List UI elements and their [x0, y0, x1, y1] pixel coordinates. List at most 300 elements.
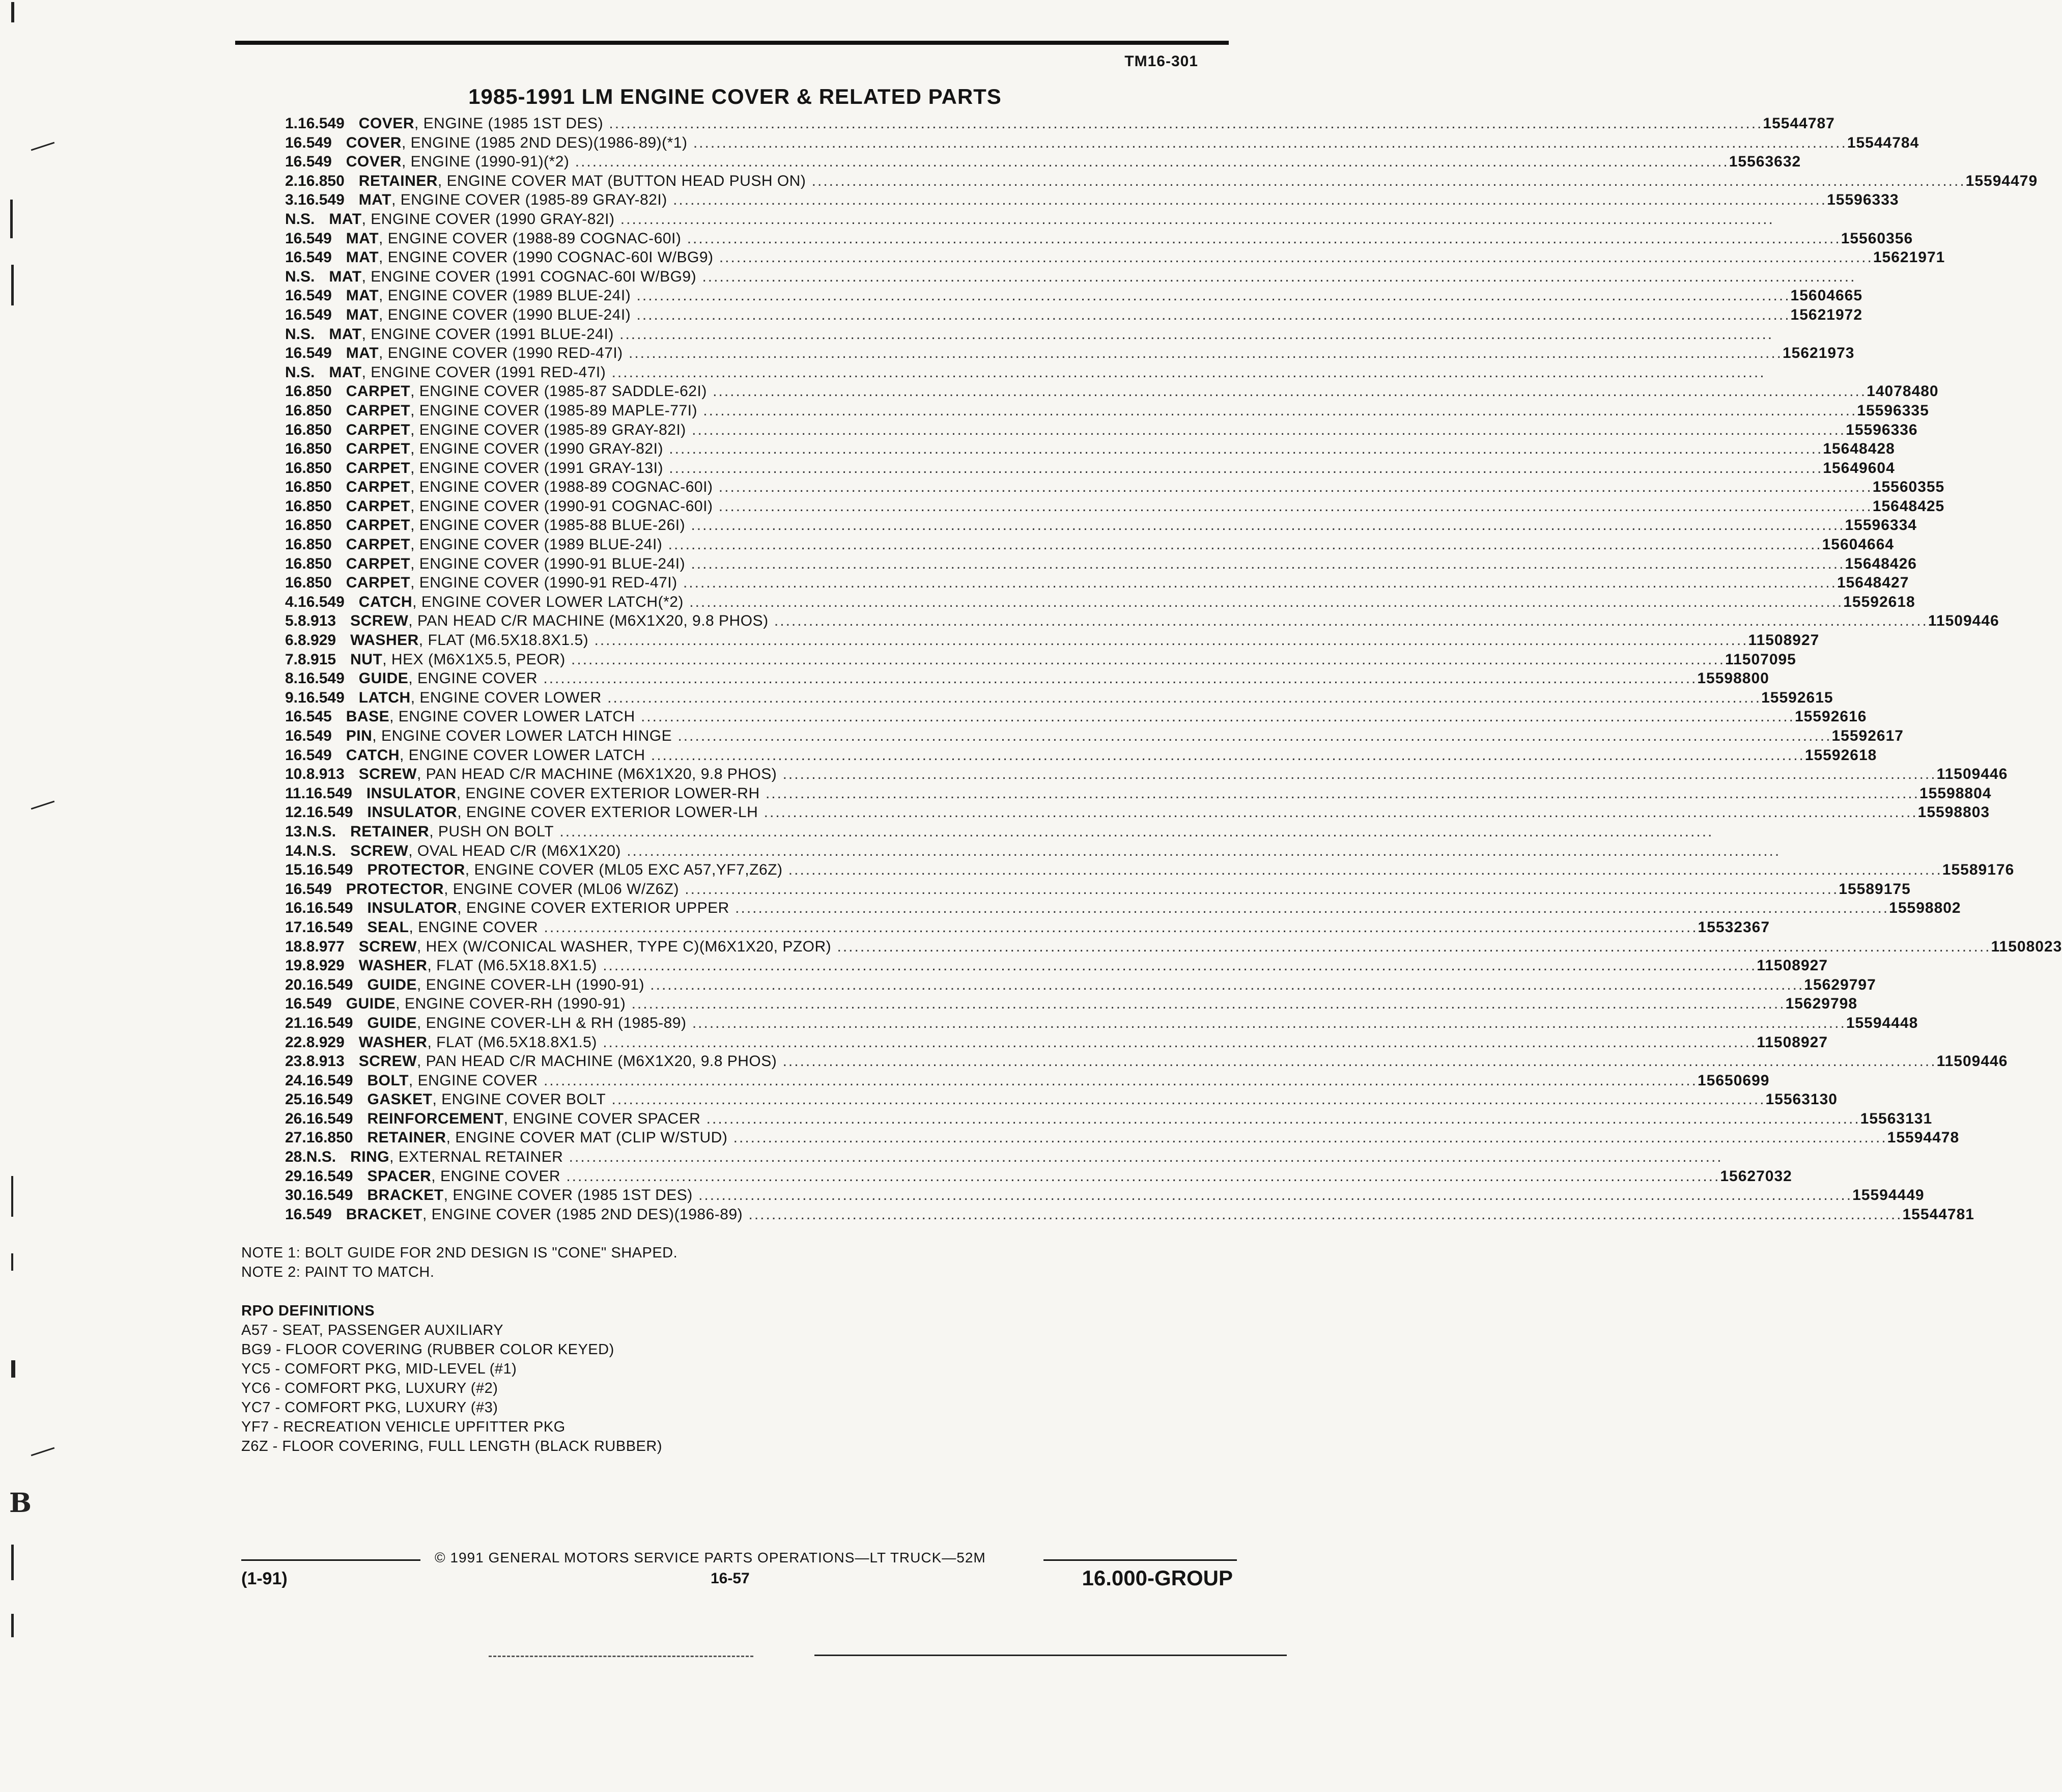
part-detail: , ENGINE COVER (1990-91 RED-47I): [410, 574, 677, 592]
part-description: [346, 517, 1845, 534]
dot-leader: ........................................................................................................................................................................................................: [713, 249, 1873, 266]
part-name: BASE: [346, 708, 390, 725]
part-name: WASHER: [350, 632, 419, 649]
parts-row: [285, 823, 1714, 843]
part-number: 15596335: [1857, 402, 1929, 419]
ref-number: 1.: [285, 115, 298, 132]
parts-row: [285, 708, 1867, 727]
rpo-title: RPO DEFINITIONS: [241, 1303, 375, 1319]
part-description: [367, 1129, 1887, 1146]
part-name: CARPET: [346, 555, 411, 572]
part-description: [359, 594, 1843, 611]
dot-leader: ........................................................................................................................................................................................................: [697, 402, 1857, 419]
part-name: MAT: [358, 191, 392, 209]
dot-leader: ........................................................................................................................................................................................................: [663, 459, 1823, 477]
group-number: 16.549: [306, 1014, 353, 1031]
group-number: 16.549: [285, 880, 332, 898]
part-description: [346, 422, 1846, 439]
parts-row: [285, 191, 1899, 211]
ref-number: 25.: [285, 1091, 306, 1108]
part-description: [346, 747, 1805, 764]
part-description: [367, 1015, 1846, 1032]
group-number: 16.549: [306, 1110, 353, 1127]
part-number: 15596334: [1845, 517, 1917, 534]
part-number: 15650699: [1697, 1072, 1770, 1089]
parts-row: [285, 268, 1856, 288]
part-name: MAT: [329, 268, 362, 285]
part-description: [350, 632, 1748, 649]
parts-row: [285, 1072, 1770, 1091]
parts-row: [285, 555, 1917, 575]
dot-leader: ........................................................................................................................................................................................................: [685, 555, 1845, 572]
part-name: COVER: [358, 115, 414, 132]
dot-leader: ........................................................................................................................................................................................................: [768, 612, 1928, 630]
group-number: 16.549: [306, 804, 353, 821]
part-name: SCREW: [350, 842, 409, 859]
dot-leader: ........................................................................................................................................................................................................: [620, 842, 1781, 859]
ref-number: 27.: [285, 1129, 306, 1146]
part-detail: , ENGINE (1985 1ST DES): [414, 115, 604, 132]
group-number: 16.549: [298, 689, 345, 706]
part-detail: , ENGINE COVER (1990-91 BLUE-24I): [410, 555, 686, 572]
dot-leader: ........................................................................................................................................................................................................: [597, 957, 1757, 974]
ref-number: 22.: [285, 1033, 306, 1051]
dot-leader: ........................................................................................................................................................................................................: [606, 1091, 1766, 1108]
part-name: RETAINER: [358, 172, 438, 189]
part-number: 15604664: [1822, 536, 1895, 553]
dot-leader: ........................................................................................................................................................................................................: [806, 172, 1966, 189]
part-name: SCREW: [358, 938, 417, 955]
group-number: 16.549: [298, 191, 345, 209]
parts-row: [285, 727, 1904, 747]
part-number: 15594449: [1852, 1187, 1925, 1204]
dot-leader: ........................................................................................................................................................................................................: [538, 918, 1698, 936]
dot-leader: ........................................................................................................................................................................................................: [626, 995, 1786, 1013]
parts-row: [285, 976, 1876, 996]
group-number: N.S.: [306, 842, 336, 859]
part-number: 15544781: [1902, 1206, 1974, 1223]
part-description: [346, 287, 1791, 304]
part-number: 15563131: [1860, 1110, 1933, 1127]
part-name: COVER: [346, 134, 402, 151]
part-description: [350, 823, 1713, 841]
parts-row: [285, 115, 1835, 134]
parts-row: [285, 880, 1911, 900]
part-name: WASHER: [358, 1033, 428, 1051]
part-description: [346, 498, 1873, 515]
dot-leader: ........................................................................................................................................................................................................: [777, 766, 1937, 783]
group-number: 16.549: [285, 249, 332, 266]
rpo-list: [241, 1321, 662, 1456]
copyright-text: © 1991 GENERAL MOTORS SERVICE PARTS OPERATIONS—LT TRUCK—52M: [435, 1550, 986, 1565]
part-detail: , ENGINE COVER EXTERIOR LOWER-LH: [457, 804, 758, 821]
group-number: 8.915: [298, 651, 336, 668]
margin-letter-b: B: [9, 1488, 32, 1519]
part-description: [346, 134, 1847, 152]
part-number: 11507095: [1725, 651, 1796, 668]
group-number: 8.929: [298, 632, 336, 649]
part-description: [329, 326, 1773, 343]
parts-row: [285, 345, 1855, 364]
part-description: [350, 612, 1928, 630]
part-detail: , ENGINE COVER (1991 GRAY-13I): [410, 459, 663, 477]
part-description: [329, 364, 1765, 381]
group-number: 16.549: [285, 134, 332, 151]
part-name: PROTECTOR: [346, 880, 444, 898]
dot-leader: ........................................................................................................................................................................................................: [644, 976, 1804, 993]
part-description: [367, 919, 1698, 936]
parts-row: [285, 402, 1929, 422]
dot-leader: ........................................................................................................................................................................................................: [687, 134, 1847, 151]
group-number: 16.549: [285, 1206, 332, 1223]
dot-leader: ........................................................................................................................................................................................................: [713, 479, 1873, 496]
parts-row: [285, 1091, 1838, 1110]
parts-row: [285, 479, 1945, 498]
parts-row: [285, 421, 1918, 441]
dot-leader: ........................................................................................................................................................................................................: [692, 1187, 1853, 1204]
parts-row: [285, 536, 1895, 555]
part-number: 15592616: [1794, 708, 1867, 725]
ref-number: 3.: [285, 191, 298, 209]
part-detail: , ENGINE COVER (ML06 W/Z6Z): [444, 880, 679, 898]
part-description: [346, 249, 1873, 266]
dot-leader: ........................................................................................................................................................................................................: [681, 230, 1841, 247]
part-number: 11508927: [1748, 632, 1820, 649]
part-description: [350, 843, 1781, 860]
part-name: WASHER: [358, 957, 428, 974]
group-number: 16.850: [285, 421, 332, 438]
parts-row: [285, 918, 1770, 938]
group-number: 16.549: [298, 115, 345, 132]
part-detail: , ENGINE COVER (1990 GRAY-82I): [410, 440, 663, 458]
part-number: 15629797: [1804, 976, 1876, 993]
group-number: N.S.: [306, 1149, 336, 1166]
part-description: [367, 861, 1942, 879]
part-name: MAT: [329, 325, 362, 343]
ref-number: 5.: [285, 612, 298, 630]
dot-leader: ........................................................................................................................................................................................................: [729, 900, 1889, 917]
part-description: [346, 306, 1791, 324]
ref-number: 14.: [285, 842, 306, 859]
part-name: CARPET: [346, 497, 411, 515]
group-number: 16.850: [306, 1129, 353, 1146]
part-name: CATCH: [358, 593, 413, 610]
parts-row: [285, 689, 1833, 709]
group-number: 16.549: [306, 1091, 353, 1108]
part-name: MAT: [346, 345, 379, 362]
group-number: 16.850: [285, 497, 332, 515]
dot-leader: ........................................................................................................................................................................................................: [631, 287, 1791, 304]
ref-number: 10.: [285, 766, 306, 783]
group-number: N.S.: [285, 268, 315, 285]
group-number: 16.549: [285, 287, 332, 304]
parts-row: [285, 1187, 1925, 1206]
group-number: 16.549: [306, 1072, 353, 1089]
parts-row: [285, 938, 2062, 958]
part-number: 11509446: [1936, 1053, 2008, 1070]
part-number: 15598800: [1697, 670, 1769, 687]
margin-tick: [11, 265, 14, 305]
dot-leader: ........................................................................................................................................................................................................: [631, 306, 1791, 323]
parts-row: [285, 900, 1961, 919]
part-name: MAT: [346, 287, 379, 304]
parts-row: [285, 785, 1992, 804]
part-detail: , ENGINE COVER (ML05 EXC A57,YF7,Z6Z): [465, 861, 783, 879]
group-number: 16.549: [285, 746, 332, 764]
part-description: [359, 938, 1991, 956]
group-number: 16.549: [285, 306, 332, 323]
dot-leader: ........................................................................................................................................................................................................: [663, 440, 1823, 458]
part-number: 15594448: [1846, 1014, 1918, 1031]
dot-leader: ........................................................................................................................................................................................................: [597, 1033, 1757, 1051]
part-description: [346, 995, 1786, 1013]
part-number: 15544784: [1847, 134, 1919, 151]
part-description: [359, 173, 1966, 190]
group-number: N.S.: [285, 363, 315, 381]
part-detail: , ENGINE COVER-LH (1990-91): [417, 976, 644, 993]
part-description: [346, 727, 1832, 745]
part-detail: , ENGINE COVER SPACER: [503, 1110, 701, 1127]
dot-leader: ........................................................................................................................................................................................................: [614, 210, 1774, 228]
footer-rule-left: [241, 1559, 420, 1561]
ref-number: 2.: [285, 172, 298, 189]
part-detail: , ENGINE COVER LOWER LATCH HINGE: [372, 727, 672, 744]
part-description: [359, 1053, 1937, 1070]
ref-number: 29.: [285, 1167, 306, 1185]
parts-row: [285, 1053, 2008, 1072]
part-number: 15592618: [1843, 593, 1915, 610]
group-number: 16.850: [285, 555, 332, 572]
ref-number: 11.: [285, 785, 306, 802]
part-name: SCREW: [358, 766, 417, 783]
parts-row: [285, 995, 1858, 1015]
dot-leader: ........................................................................................................................................................................................................: [667, 191, 1827, 209]
part-description: [346, 1206, 1903, 1223]
part-name: PROTECTOR: [367, 861, 465, 879]
parts-row: [285, 746, 1877, 766]
dot-leader: ........................................................................................................................................................................................................: [758, 804, 1918, 821]
dot-leader: ........................................................................................................................................................................................................: [713, 497, 1873, 515]
part-number: 15589176: [1942, 861, 2015, 879]
part-description: [367, 1072, 1697, 1089]
group-number: 16.850: [285, 517, 332, 534]
parts-row: [285, 842, 1781, 862]
part-name: MAT: [346, 306, 379, 323]
rpo-item: Z6Z - FLOOR COVERING, FULL LENGTH (BLACK RUBBER): [241, 1438, 662, 1454]
dot-leader: ........................................................................................................................................................................................................: [679, 880, 1839, 898]
ref-number: 4.: [285, 593, 298, 610]
parts-row: [285, 287, 1863, 306]
part-number: 15621971: [1873, 249, 1945, 266]
ref-number: 7.: [285, 651, 298, 668]
part-description: [367, 900, 1889, 917]
parts-row: [285, 804, 1990, 823]
ref-number: 26.: [285, 1110, 306, 1127]
part-description: [367, 1168, 1720, 1185]
dot-leader: ........................................................................................................................................................................................................: [672, 727, 1832, 744]
part-name: BRACKET: [367, 1187, 444, 1204]
dot-leader: ........................................................................................................................................................................................................: [538, 1072, 1698, 1089]
parts-row: [285, 1014, 1918, 1034]
part-number: 15596336: [1846, 421, 1918, 438]
part-detail: , ENGINE COVER EXTERIOR LOWER-RH: [456, 785, 760, 802]
part-detail: , ENGINE COVER: [431, 1167, 561, 1185]
group-number: N.S.: [285, 325, 315, 343]
part-description: [350, 1149, 1723, 1166]
part-number: 15589175: [1839, 880, 1911, 898]
parts-row: [285, 612, 1999, 632]
part-detail: , OVAL HEAD C/R (M6X1X20): [408, 842, 621, 859]
parts-row: [285, 497, 1945, 517]
part-description: [359, 191, 1827, 209]
ref-number: 16.: [285, 900, 306, 917]
group-label: 16.000-GROUP: [1082, 1566, 1233, 1590]
parts-row: [285, 210, 1774, 230]
part-detail: , ENGINE COVER MAT (CLIP W/STUD): [446, 1129, 728, 1146]
group-number: 16.549: [285, 345, 332, 362]
part-name: GUIDE: [358, 670, 409, 687]
dot-leader: ........................................................................................................................................................................................................: [560, 1167, 1720, 1185]
part-detail: , ENGINE COVER (1989 BLUE-24I): [410, 536, 663, 553]
part-number: 15532367: [1698, 918, 1770, 936]
part-name: NUT: [350, 651, 383, 668]
part-detail: , ENGINE COVER LOWER: [410, 689, 602, 706]
ref-number: 23.: [285, 1053, 306, 1070]
margin-tick: [11, 1176, 13, 1217]
rpo-item: A57 - SEAT, PASSENGER AUXILIARY: [241, 1322, 504, 1338]
part-name: RETAINER: [350, 823, 430, 840]
dot-leader: ........................................................................................................................................................................................................: [683, 593, 1844, 610]
dot-leader: ........................................................................................................................................................................................................: [759, 785, 1919, 802]
part-number: 15594478: [1887, 1129, 1960, 1146]
group-number: 16.850: [285, 574, 332, 592]
part-name: SPACER: [367, 1167, 432, 1185]
parts-row: [285, 670, 1769, 689]
group-number: 16.850: [285, 479, 332, 496]
dot-leader: ........................................................................................................................................................................................................: [677, 574, 1837, 592]
ref-number: 24.: [285, 1072, 306, 1089]
part-number: 15563130: [1765, 1091, 1838, 1108]
part-description: [359, 115, 1763, 132]
dot-leader: ........................................................................................................................................................................................................: [685, 517, 1845, 534]
group-number: 8.913: [306, 1053, 345, 1070]
group-number: 16.549: [306, 976, 353, 993]
part-detail: , ENGINE COVER (1989 BLUE-24I): [379, 287, 631, 304]
part-detail: , ENGINE COVER (1988-89 COGNAC-60I): [379, 230, 682, 247]
part-number: 11508023: [1991, 938, 2062, 955]
part-detail: , HEX (W/CONICAL WASHER, TYPE C)(M6X1X20, PZOR): [416, 938, 832, 955]
part-name: CARPET: [346, 517, 411, 534]
part-number: 14078480: [1867, 383, 1939, 400]
part-description: [367, 1187, 1852, 1204]
part-name: INSULATOR: [367, 804, 458, 821]
dot-leader: ........................................................................................................................................................................................................: [777, 1053, 1937, 1070]
part-number: 15627032: [1720, 1167, 1792, 1185]
part-name: CATCH: [346, 746, 400, 764]
group-number: 8.929: [306, 1033, 345, 1051]
parts-row: [285, 861, 2015, 881]
parts-row: [285, 957, 1828, 976]
group-number: 16.850: [285, 402, 332, 419]
part-detail: , ENGINE COVER (1985-87 SADDLE-62I): [410, 383, 707, 400]
part-detail: , ENGINE COVER (1991 RED-47I): [361, 363, 606, 381]
part-name: CARPET: [346, 479, 411, 496]
parts-row: [285, 651, 1796, 670]
ref-number: 30.: [285, 1187, 306, 1204]
parts-row: [285, 1149, 1723, 1168]
ref-number: 9.: [285, 689, 298, 706]
part-description: [359, 1034, 1757, 1051]
parts-row: [285, 172, 2038, 192]
part-name: MAT: [346, 230, 379, 247]
part-name: RETAINER: [367, 1129, 446, 1146]
part-detail: , ENGINE COVER EXTERIOR UPPER: [457, 900, 729, 917]
group-number: 16.549: [285, 230, 332, 247]
group-number: 16.549: [306, 1187, 353, 1204]
group-number: 16.850: [285, 440, 332, 458]
part-description: [366, 785, 1919, 802]
parts-row: [285, 1167, 1792, 1187]
rpo-item: YC7 - COMFORT PKG, LUXURY (#3): [241, 1399, 498, 1416]
dot-leader: ........................................................................................................................................................................................................: [645, 746, 1805, 764]
ref-number: 13.: [285, 823, 306, 840]
ref-number: 21.: [285, 1014, 306, 1031]
part-number: 15592617: [1831, 727, 1904, 744]
rpo-item: YC6 - COMFORT PKG, LUXURY (#2): [241, 1380, 498, 1396]
part-description: [367, 1110, 1860, 1128]
group-number: N.S.: [306, 823, 336, 840]
dot-leader: ........................................................................................................................................................................................................: [601, 689, 1762, 706]
part-name: INSULATOR: [367, 900, 458, 917]
dot-leader: ........................................................................................................................................................................................................: [831, 938, 1991, 955]
part-description: [346, 881, 1839, 898]
part-name: CARPET: [346, 459, 411, 477]
part-description: [346, 460, 1823, 477]
parts-row: [285, 574, 1909, 594]
part-description: [346, 345, 1783, 362]
part-description: [329, 268, 1856, 286]
part-number: 15598802: [1889, 900, 1961, 917]
margin-dash: [31, 801, 55, 810]
part-description: [346, 555, 1845, 573]
part-description: [346, 536, 1822, 553]
part-name: CARPET: [346, 421, 411, 438]
tm-number: TM16-301: [1124, 53, 1198, 70]
group-number: N.S.: [285, 210, 315, 228]
part-description: [346, 153, 1729, 171]
part-name: CARPET: [346, 574, 411, 592]
dot-leader: ........................................................................................................................................................................................................: [696, 268, 1856, 285]
part-detail: , ENGINE (1990-91)(*2): [401, 153, 570, 171]
part-number: 11508927: [1757, 957, 1828, 974]
parts-row: [285, 249, 1945, 268]
group-number: 16.549: [306, 900, 353, 917]
rpo-item: YC5 - COMFORT PKG, MID-LEVEL (#1): [241, 1361, 517, 1377]
part-detail: , ENGINE COVER (1985 1ST DES): [443, 1187, 693, 1204]
part-detail: , HEX (M6X1X5.5, PEOR): [382, 651, 566, 668]
revision-date: (1-91): [241, 1569, 288, 1588]
dot-leader: ........................................................................................................................................................................................................: [727, 1129, 1887, 1146]
note-line: NOTE 2: PAINT TO MATCH.: [241, 1264, 435, 1280]
part-number: 15563632: [1729, 153, 1801, 171]
part-detail: , EXTERNAL RETAINER: [389, 1149, 563, 1166]
part-detail: , FLAT (M6.5X18.8X1.5): [418, 632, 589, 649]
parts-row: [285, 383, 1939, 402]
parts-list: [285, 115, 2062, 1225]
footer-rule-right: [1043, 1559, 1237, 1561]
part-detail: , PAN HEAD C/R MACHINE (M6X1X20, 9.8 PHOS): [416, 766, 777, 783]
dot-leader: ........................................................................................................................................................................................................: [603, 115, 1763, 132]
